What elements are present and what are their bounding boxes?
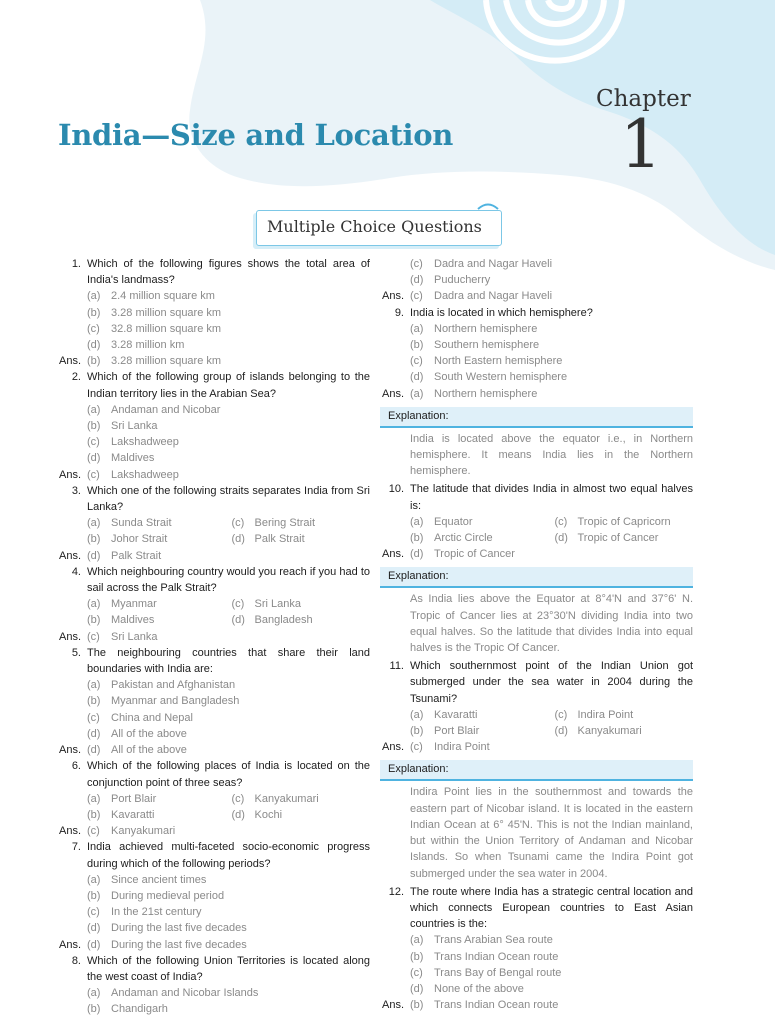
option-row — [380, 707, 693, 723]
answer-text: Indira Point — [434, 741, 490, 754]
question-text: Which of the following figures shows the total area of India's landmass? — [87, 258, 370, 287]
option-a — [57, 677, 370, 693]
answer-text: Dadra and Nagar Haveli — [434, 290, 553, 303]
option-text: Since ancient times — [111, 873, 207, 886]
option-text: Trans Arabian Sea route — [434, 934, 553, 947]
answer-label: Ans. — [59, 468, 82, 481]
option-text: Trans Indian Ocean route — [434, 950, 559, 963]
question-9 — [380, 305, 693, 321]
option-d — [227, 531, 371, 547]
answer-label: Ans. — [59, 825, 82, 838]
option-text: 3.28 million km — [111, 339, 185, 352]
option-text: Johor Strait — [111, 533, 168, 546]
answer-line — [380, 386, 693, 402]
question-6 — [57, 758, 370, 790]
chapter-label: Chapter — [596, 86, 691, 112]
option-letter: (d) — [87, 922, 101, 935]
answer-label: Ans. — [59, 630, 82, 643]
option-letter: (a) — [87, 517, 101, 530]
option-c — [550, 707, 694, 723]
answer-text: All of the above — [111, 744, 187, 757]
option-letter: (b) — [410, 950, 424, 963]
question-1 — [57, 256, 370, 288]
option-letter: (b) — [410, 725, 424, 738]
option-text: In the 21st century — [111, 906, 202, 919]
option-text: Sri Lanka — [111, 420, 158, 433]
option-letter: (d) — [231, 808, 245, 821]
option-c — [550, 514, 694, 530]
answer-text: Northern hemisphere — [434, 387, 538, 400]
option-text: Myanmar — [111, 598, 157, 611]
option-b — [57, 305, 370, 321]
question-2 — [57, 369, 370, 401]
option-text: Trans Bay of Bengal route — [434, 966, 562, 979]
option-letter: (a) — [410, 708, 424, 721]
option-a — [57, 596, 227, 612]
option-letter: (c) — [87, 436, 100, 449]
question-number: 9. — [394, 306, 404, 319]
option-letter: (d) — [554, 725, 568, 738]
question-number: 6. — [71, 760, 81, 773]
answer-letter: (c) — [410, 290, 423, 303]
question-text: India is located in which hemisphere? — [410, 306, 593, 319]
option-d — [380, 369, 693, 385]
option-letter: (a) — [410, 322, 424, 335]
option-c — [380, 965, 693, 981]
option-text: None of the above — [434, 982, 524, 995]
answer-letter: (c) — [87, 630, 100, 643]
option-letter: (a) — [410, 934, 424, 947]
option-c — [57, 321, 370, 337]
answer-letter: (c) — [87, 825, 100, 838]
option-letter: (a) — [87, 679, 101, 692]
answer-label: Ans. — [382, 999, 405, 1012]
option-letter: (a) — [87, 792, 101, 805]
option-a — [57, 872, 370, 888]
option-c — [57, 434, 370, 450]
answer-letter: (d) — [410, 548, 424, 561]
option-letter: (c) — [410, 355, 423, 368]
option-d — [57, 337, 370, 353]
option-d — [380, 981, 693, 997]
question-text: The latitude that divides India in almost two equal halves is: — [410, 483, 693, 512]
option-text: Puducherry — [434, 274, 491, 287]
question-text: Which of the following Union Territories is located along the west coast of India? — [87, 954, 370, 983]
option-letter: (d) — [231, 533, 245, 546]
explanation-text: As India lies above the Equator at 8°4'N and 37°6' N. Tropic of Cancer lies at 23°30'N dividing India into two equal halves. So the latitude that divides India into equal halves is the Tropic Of Cancer. — [410, 593, 693, 655]
option-letter: (c) — [231, 598, 245, 611]
option-b — [380, 530, 550, 546]
option-b — [57, 888, 370, 904]
answer-line — [57, 937, 370, 953]
option-text: Andaman and Nicobar Islands — [111, 987, 259, 1000]
option-row — [57, 531, 370, 547]
option-row — [57, 596, 370, 612]
option-letter: (c) — [87, 322, 100, 335]
option-text: Maldives — [111, 452, 155, 465]
answer-letter: (c) — [410, 741, 423, 754]
option-text: Myanmar and Bangladesh — [111, 695, 240, 708]
option-text: All of the above — [111, 727, 187, 740]
option-a — [380, 932, 693, 948]
option-text: Equator — [434, 515, 473, 528]
option-text: Indira Point — [577, 708, 634, 721]
option-d — [550, 723, 694, 739]
answer-line — [57, 629, 370, 645]
answer-label: Ans. — [59, 744, 82, 757]
explanation-heading: Explanation: — [380, 567, 693, 588]
question-text: Which southernmost point of the Indian Union got submerged under the sea water in 2004 during the Tsunami? — [410, 660, 693, 705]
option-b — [57, 1001, 370, 1017]
option-letter: (d) — [410, 274, 424, 287]
option-b — [57, 531, 227, 547]
option-a — [57, 791, 227, 807]
option-letter: (b) — [87, 808, 101, 821]
option-text: Northern hemisphere — [434, 322, 538, 335]
option-letter: (c) — [554, 708, 568, 721]
option-text: Kochi — [254, 808, 283, 821]
page-title: India—Size and Location — [58, 118, 454, 152]
option-letter: (a) — [87, 598, 101, 611]
option-text: Palk Strait — [254, 533, 305, 546]
option-letter: (c) — [231, 792, 245, 805]
question-number: 3. — [71, 484, 81, 497]
option-row — [380, 514, 693, 530]
option-d — [227, 807, 371, 823]
question-10 — [380, 481, 693, 513]
question-text: India achieved multi-faceted socio-economic progress during which of the following periods? — [87, 841, 370, 870]
option-letter: (d) — [231, 614, 245, 627]
option-text: Kanyakumari — [577, 725, 642, 738]
question-text: Which of the following places of India is located on the conjunction point of three seas? — [87, 760, 370, 789]
option-letter: (a) — [410, 515, 424, 528]
question-text: The route where India has a strategic central location and which connects European countries to East Asian countries is the: — [410, 885, 693, 931]
option-text: North Eastern hemisphere — [434, 355, 563, 368]
question-number: 2. — [71, 371, 81, 384]
question-number: 10. — [388, 483, 404, 496]
question-number: 1. — [71, 258, 81, 270]
question-4 — [57, 564, 370, 596]
option-row — [380, 530, 693, 546]
option-text: 2.4 million square km — [111, 290, 215, 303]
answer-text: Lakshadweep — [111, 468, 179, 481]
question-number: 4. — [71, 565, 81, 578]
answer-text: Sri Lanka — [111, 630, 158, 643]
question-number: 11. — [389, 660, 404, 673]
option-b — [380, 723, 550, 739]
option-letter: (b) — [87, 614, 101, 627]
option-text: Arctic Circle — [434, 532, 493, 545]
option-b — [380, 949, 693, 965]
option-text: 3.28 million square km — [111, 306, 222, 319]
answer-letter: (d) — [87, 938, 101, 951]
option-text: Dadra and Nagar Haveli — [434, 258, 553, 270]
question-number: 12. — [388, 885, 404, 898]
option-letter: (d) — [410, 982, 424, 995]
question-12 — [380, 884, 693, 933]
answer-letter: (c) — [87, 468, 100, 481]
right-column — [380, 256, 693, 1013]
option-letter: (d) — [87, 339, 101, 352]
answer-label: Ans. — [382, 290, 405, 303]
option-b — [57, 418, 370, 434]
option-row — [57, 515, 370, 531]
option-b — [57, 807, 227, 823]
option-c — [227, 791, 371, 807]
option-text: Tropic of Capricorn — [577, 515, 671, 528]
option-letter: (b) — [87, 889, 101, 902]
option-row — [380, 723, 693, 739]
option-text: Maldives — [111, 614, 155, 627]
option-a — [57, 985, 370, 1001]
option-letter: (b) — [410, 339, 424, 352]
answer-text: Tropic of Cancer — [434, 548, 515, 561]
answer-line — [57, 742, 370, 758]
option-text: Southern hemisphere — [434, 339, 540, 352]
answer-letter: (b) — [410, 999, 424, 1012]
option-text: Bering Strait — [254, 517, 316, 530]
option-a — [380, 707, 550, 723]
answer-line — [380, 997, 693, 1013]
option-text: Lakshadweep — [111, 436, 179, 449]
option-a — [380, 514, 550, 530]
explanation-text: Indira Point lies in the southernmost and towards the eastern part of Nicobar island. It is located in the eastern Indian Ocean at 6° 45'N. This is not the Indian mainland, but within the Union Territory of Andaman and Nicobar Islands. So when Tsunami came the Indira Point got submerged under the sea water in 2004. — [410, 786, 693, 880]
option-letter: (a) — [87, 873, 101, 886]
option-letter: (d) — [87, 452, 101, 465]
option-d — [380, 272, 693, 288]
question-number: 5. — [71, 646, 81, 659]
section-heading-box — [256, 210, 502, 246]
question-7 — [57, 839, 370, 871]
answer-label: Ans. — [382, 741, 405, 754]
explanation-heading: Explanation: — [380, 407, 693, 428]
answer-label: Ans. — [382, 387, 405, 400]
option-b — [380, 337, 693, 353]
option-text: Port Blair — [111, 792, 157, 805]
option-letter: (b) — [87, 695, 101, 708]
option-c — [227, 596, 371, 612]
chapter-number: 1 — [620, 106, 662, 183]
option-text: South Western hemisphere — [434, 371, 568, 384]
option-letter: (b) — [87, 533, 101, 546]
option-b — [57, 612, 227, 628]
option-text: Pakistan and Afghanistan — [111, 679, 236, 692]
option-letter: (c) — [554, 515, 568, 528]
option-text: Kavaratti — [434, 708, 478, 721]
explanation-text: India is located above the equator i.e., in Northern hemisphere. It means India lies in the Northern hemisphere. — [410, 432, 693, 478]
option-row — [57, 807, 370, 823]
answer-line — [57, 353, 370, 369]
question-8 — [57, 953, 370, 985]
answer-line — [380, 739, 693, 755]
option-letter: (a) — [87, 987, 101, 1000]
answer-label: Ans. — [59, 355, 82, 368]
answer-line — [380, 546, 693, 562]
option-letter: (d) — [410, 371, 424, 384]
option-letter: (b) — [87, 306, 101, 319]
option-a — [57, 515, 227, 531]
answer-text: Palk Strait — [111, 549, 162, 562]
option-letter: (a) — [87, 403, 101, 416]
option-letter: (d) — [87, 727, 101, 740]
option-c — [380, 256, 693, 272]
answer-line — [57, 548, 370, 564]
answer-letter: (d) — [87, 549, 101, 562]
option-c — [57, 904, 370, 920]
option-c — [57, 710, 370, 726]
answer-letter: (b) — [87, 355, 101, 368]
answer-label: Ans. — [382, 548, 405, 561]
option-a — [380, 321, 693, 337]
answer-text: During the last five decades — [111, 938, 247, 951]
option-d — [227, 612, 371, 628]
option-text: Tropic of Cancer — [577, 532, 659, 545]
option-a — [57, 402, 370, 418]
answer-text: Trans Indian Ocean route — [434, 999, 559, 1012]
option-text: Andaman and Nicobar — [111, 403, 221, 416]
question-text: Which one of the following straits separates India from Sri Lanka? — [87, 484, 370, 514]
option-c — [227, 515, 371, 531]
option-letter: (b) — [410, 532, 424, 545]
option-text: Bangladesh — [254, 614, 313, 627]
option-text: 32.8 million square km — [111, 322, 222, 335]
answer-line — [380, 288, 693, 304]
question-text: Which neighbouring country would you reach if you had to sail across the Palk Strait? — [87, 565, 370, 595]
question-number: 8. — [71, 954, 81, 967]
option-a — [57, 288, 370, 304]
option-d — [57, 920, 370, 936]
option-text: During medieval period — [111, 889, 225, 902]
option-letter: (c) — [87, 711, 100, 724]
option-letter: (b) — [87, 420, 101, 433]
option-letter: (b) — [87, 1003, 101, 1016]
option-row — [57, 612, 370, 628]
option-d — [57, 726, 370, 742]
option-d — [550, 530, 694, 546]
option-letter: (c) — [410, 966, 423, 979]
option-letter: (c) — [87, 906, 100, 919]
answer-line — [57, 823, 370, 839]
option-row — [57, 791, 370, 807]
explanation-heading: Explanation: — [380, 760, 693, 781]
option-text: China and Nepal — [111, 711, 193, 724]
option-letter: (a) — [87, 290, 101, 303]
question-number: 7. — [71, 841, 81, 854]
answer-line — [57, 467, 370, 483]
answer-letter: (d) — [87, 744, 101, 757]
option-text: Sunda Strait — [111, 517, 172, 530]
option-text: Kavaratti — [111, 808, 155, 821]
question-text: Which of the following group of islands belonging to the Indian territory lies in the Arabian Sea? — [87, 371, 370, 400]
option-text: Sri Lanka — [254, 598, 301, 611]
question-11 — [380, 658, 693, 707]
section-title: Multiple Choice Questions — [267, 217, 482, 236]
option-text: During the last five decades — [111, 922, 247, 935]
option-letter: (c) — [231, 517, 245, 530]
answer-text: Kanyakumari — [111, 825, 176, 838]
answer-label: Ans. — [59, 549, 82, 562]
answer-text: 3.28 million square km — [111, 355, 222, 368]
option-text: Kanyakumari — [254, 792, 319, 805]
option-b — [57, 693, 370, 709]
question-5 — [57, 645, 370, 677]
answer-label: Ans. — [59, 938, 82, 951]
option-text: Port Blair — [434, 725, 480, 738]
question-text: The neighbouring countries that share their land boundaries with India are: — [87, 646, 370, 676]
option-letter: (d) — [554, 532, 568, 545]
left-column — [57, 256, 370, 1018]
question-3 — [57, 483, 370, 515]
option-text: Chandigarh — [111, 1003, 168, 1016]
option-letter: (c) — [410, 258, 423, 270]
answer-letter: (a) — [410, 387, 424, 400]
option-c — [380, 353, 693, 369]
option-d — [57, 450, 370, 466]
